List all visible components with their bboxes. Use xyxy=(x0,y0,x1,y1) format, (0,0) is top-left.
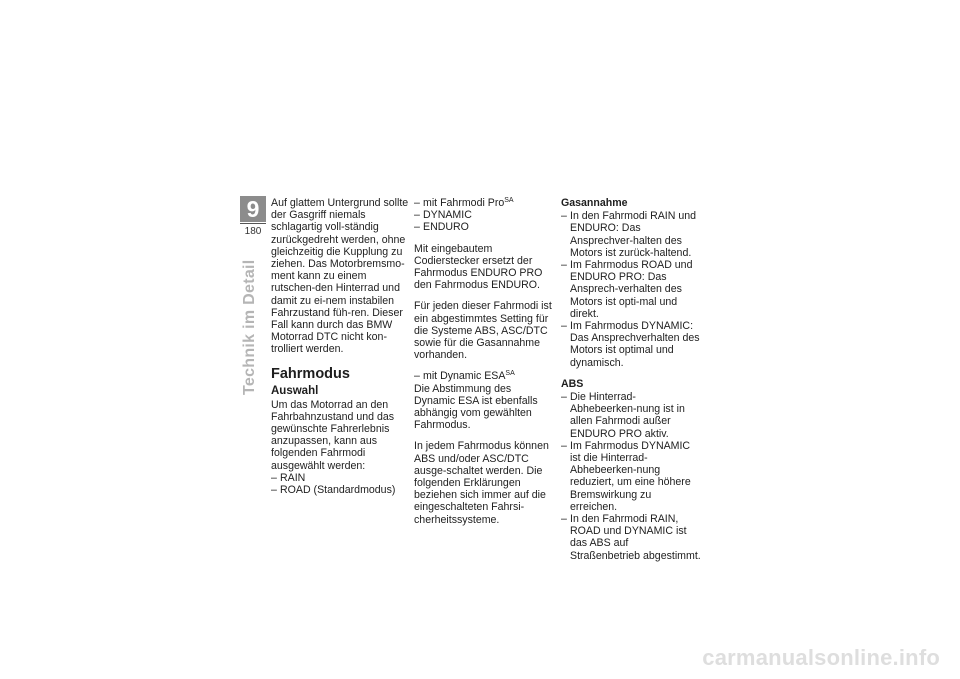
list-item: – DYNAMIC xyxy=(414,209,552,221)
list-item: – Im Fahrmodus ROAD und ENDURO PRO: Das Ansprech-verhalten des Motors ist opti-mal und direkt. xyxy=(561,259,701,320)
list-item: – RAIN xyxy=(271,472,411,484)
list-item: – ROAD (Standardmodus) xyxy=(271,484,411,496)
page-number: 180 xyxy=(240,223,266,237)
esa-paragraph: Die Abstimmung des Dynamic ESA ist ebenfalls abhängig vom gewählten Fahrmodus. xyxy=(414,382,538,432)
list-item xyxy=(414,197,552,209)
list-item: – Die Hinterrad-Abhebeerken-nung ist in allen Fahrmodi außer ENDURO PRO aktiv. xyxy=(561,391,701,440)
chapter-number: 9 xyxy=(240,196,266,222)
section-title: Technik im Detail xyxy=(241,259,258,395)
special-equipment-mark: SA xyxy=(504,197,514,204)
text-column-1 xyxy=(271,197,411,505)
list-item: – Im Fahrmodus DYNAMIC ist die Hinterrad-Abhebeerken-nung reduziert, um eine höhere Bremswirkung zu erreichen. xyxy=(561,440,701,513)
list-item: – In den Fahrmodi RAIN und ENDURO: Das Ansprechver-halten des Motors ist zurück-haltend. xyxy=(561,210,701,259)
intro-paragraph: Auf glattem Untergrund sollte der Gasgriff niemals schlagartig voll-ständig zurückgedreht werden, ohne gleichzeitig die Kupplung zu ziehen. Das Motorbremsmo-ment kann zu einem rutschen-den Hinterrad und damit zu ei-nem instabilen Fahrzustand füh-ren. Dieser Fall kann durch das BMW Motorrad DTC nicht kon-trolliert werden. xyxy=(271,197,409,356)
watermark: carmanualsonline.info xyxy=(702,645,940,670)
pro-mode-list xyxy=(414,197,552,234)
throttle-heading: Gasannahme xyxy=(561,197,628,209)
list-item: – In den Fahrmodi RAIN, ROAD und DYNAMIC ist das ABS auf Straßenbetrieb abgestimmt. xyxy=(561,513,701,562)
mode-list xyxy=(271,472,411,496)
pro-option-label: mit Fahrmodi Pro xyxy=(423,197,505,209)
abs-heading: ABS xyxy=(561,377,584,390)
esa-option-label: mit Dynamic ESA xyxy=(423,370,506,383)
ride-mode-heading: Fahrmodus xyxy=(271,365,350,382)
throttle-list xyxy=(561,210,701,369)
text-column-2 xyxy=(414,197,552,535)
selection-paragraph: Um das Motorrad an den Fahrbahnzustand und das gewünschte Fahrerlebnis anzupassen, kann aus folgenden Fahrmodi ausgewählt werden: xyxy=(271,398,395,472)
special-equipment-mark: SA xyxy=(505,370,515,378)
abs-list xyxy=(561,391,701,562)
settings-paragraph: Für jeden dieser Fahrmodi ist ein abgestimmtes Setting für die Systeme ABS, ASC/DTC sowie für die Gasannahme vorhanden. xyxy=(414,300,552,362)
esa-option xyxy=(414,370,552,382)
coding-plug-paragraph: Mit eingebautem Codierstecker ersetzt der Fahrmodus ENDURO PRO den Fahrmodus ENDURO. xyxy=(414,242,543,292)
selection-subheading: Auswahl xyxy=(271,384,319,397)
systems-paragraph: In jedem Fahrmodus können ABS und/oder ASC/DTC ausge-schaltet werden. Die folgenden Erklärungen beziehen sich immer auf die eingeschalteten Fahrsi-cherheitssysteme. xyxy=(414,440,549,526)
list-item: – Im Fahrmodus DYNAMIC: Das Ansprechverhalten des Motors ist optimal und dynamisch. xyxy=(561,320,701,369)
chapter-tab xyxy=(240,196,266,237)
list-item: – ENDURO xyxy=(414,221,552,233)
list-item xyxy=(414,370,552,382)
text-column-3 xyxy=(561,197,701,571)
